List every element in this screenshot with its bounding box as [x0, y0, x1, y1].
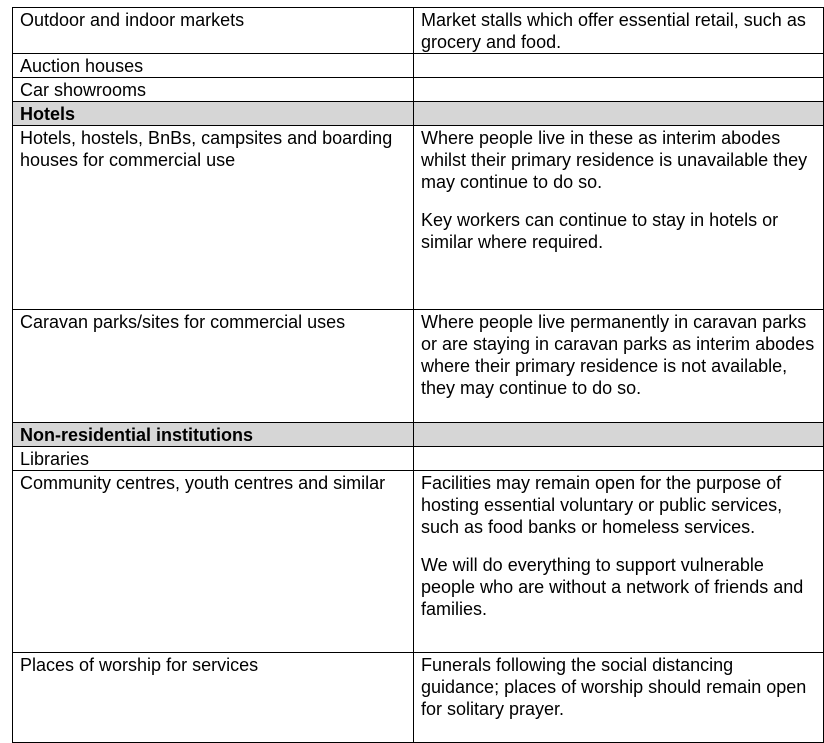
row-label: Car showrooms: [13, 78, 414, 102]
row-guidance-empty: [414, 54, 824, 78]
section-header-row: [13, 102, 824, 126]
row-label: Hotels, hostels, BnBs, campsites and boarding houses for commercial use: [13, 126, 414, 310]
guidance-paragraph: Market stalls which offer essential retail, such as grocery and food.: [421, 10, 806, 52]
row-label: Libraries: [13, 447, 414, 471]
table-row: [13, 54, 824, 78]
table-row: [13, 8, 824, 54]
row-guidance-empty: [414, 447, 824, 471]
row-label: Community centres, youth centres and similar: [13, 471, 414, 653]
row-label: Places of worship for services: [13, 653, 414, 743]
guidance-paragraph: Where people live in these as interim abodes whilst their primary residence is unavailable they may continue to do so.: [421, 128, 808, 192]
row-guidance: [414, 471, 824, 653]
row-label: Caravan parks/sites for commercial uses: [13, 310, 414, 423]
guidance-paragraph: Facilities may remain open for the purpose of hosting essential voluntary or public services, such as food banks or homeless services.: [421, 473, 783, 537]
guidance-paragraph: Funerals following the social distancing guidance; places of worship should remain open for solitary prayer.: [421, 655, 807, 719]
guidance-paragraph: We will do everything to support vulnerable people who are without a network of friends and families.: [421, 555, 804, 619]
table-row: [13, 471, 824, 653]
table-row: [13, 78, 824, 102]
row-guidance-empty: [414, 78, 824, 102]
section-empty-cell: [414, 423, 824, 447]
row-label: Auction houses: [13, 54, 414, 78]
row-guidance: [414, 310, 824, 423]
row-guidance: [414, 126, 824, 310]
row-label: Outdoor and indoor markets: [13, 8, 414, 54]
section-empty-cell: [414, 102, 824, 126]
section-title: Non-residential institutions: [13, 423, 414, 447]
guidance-paragraph: Where people live permanently in caravan parks or are staying in caravan parks as interim abodes where their primary residence is not available, they may continue to do so.: [421, 312, 815, 398]
section-header-row: [13, 423, 824, 447]
guidance-paragraph: Key workers can continue to stay in hotels or similar where required.: [421, 210, 779, 252]
row-guidance: [414, 653, 824, 743]
section-title: Hotels: [13, 102, 414, 126]
business-closure-table: [12, 7, 824, 743]
table-row: [13, 310, 824, 423]
table-row: [13, 653, 824, 743]
table-row: [13, 126, 824, 310]
row-guidance: [414, 8, 824, 54]
table-row: [13, 447, 824, 471]
